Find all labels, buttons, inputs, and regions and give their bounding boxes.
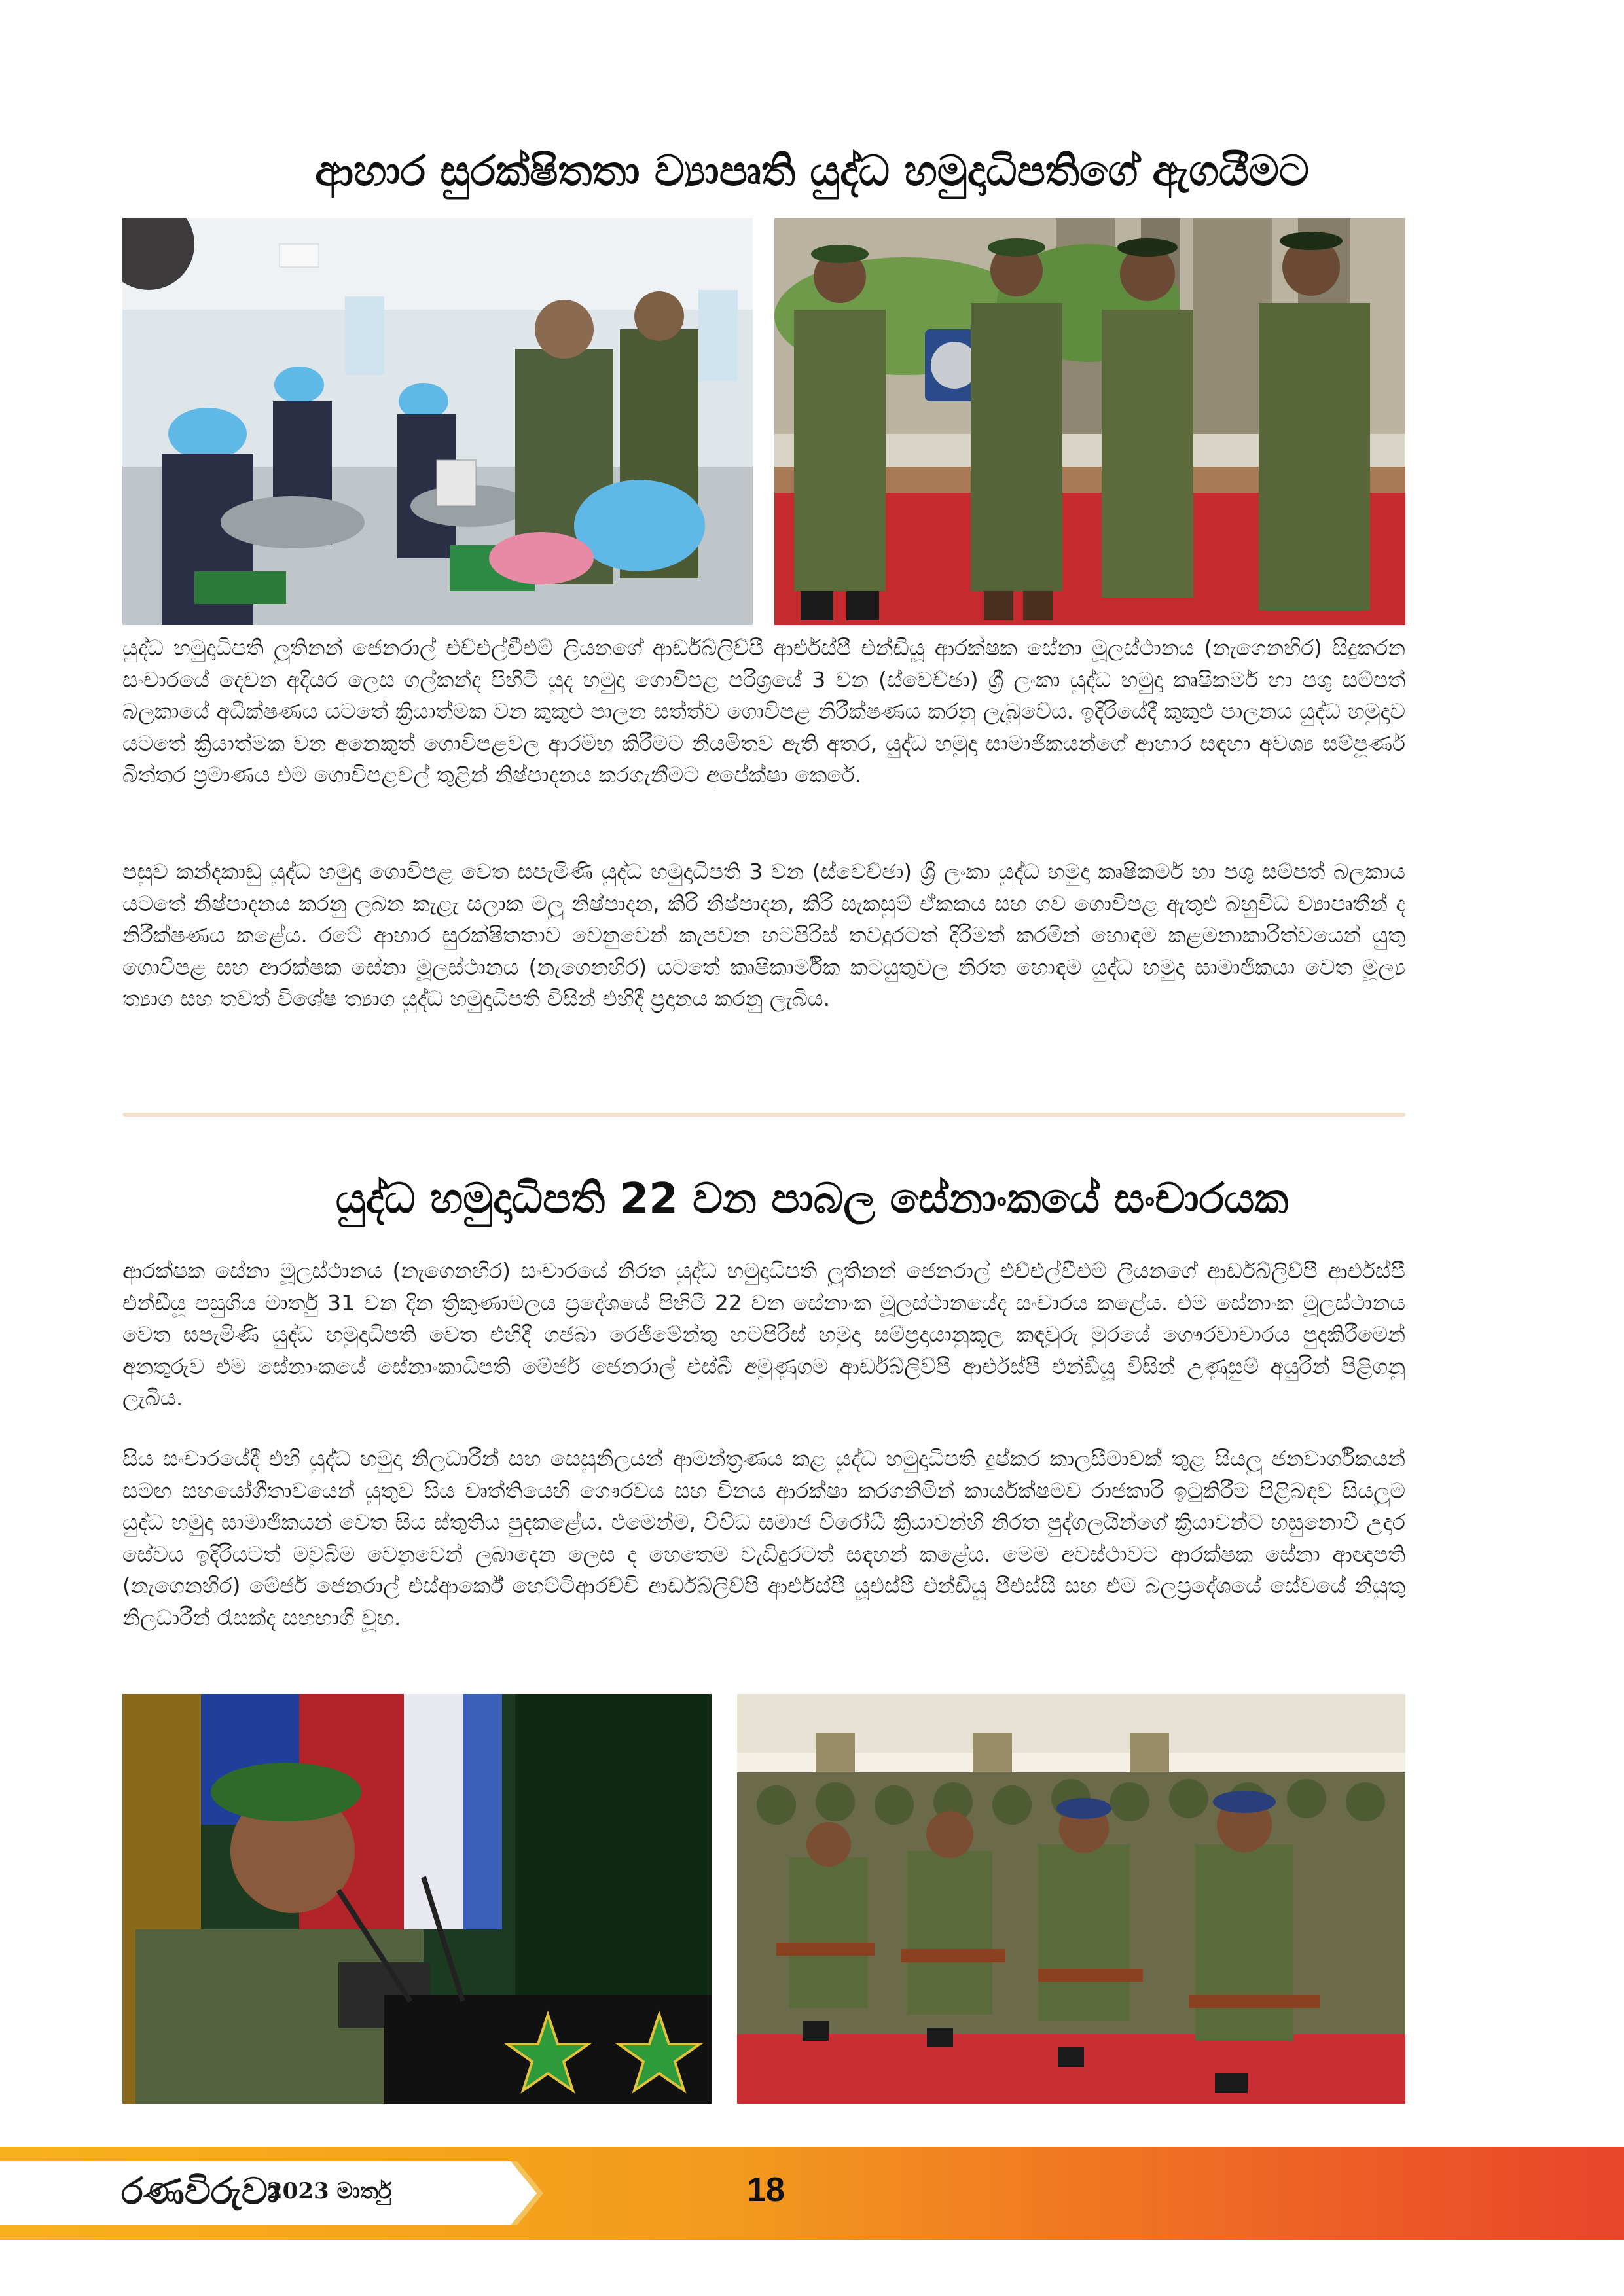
photo-plaque-presentation bbox=[774, 218, 1405, 625]
page-number: 18 bbox=[747, 2171, 785, 2209]
article1-paragraph-1: යුද්ධ හමුදාධිපති ලුතිනන් ජෙනරාල් එච්එල්වීඑම් ලියනගේ ආර්ඩබ්ලිව්පී ආර්එස්පී එන්ඩීයූ ආරක්ෂක සේනා මූලස්ථානය (නැගෙනහිර) සිදුකරන සංචාරයේ දෙවන අදියර ලෙස ගල්කන්ද පිහිටි යුද හමුදා ගොවිපළ පරිශ්‍රයේ 3 වන (ස්වෙච්ඡා) ශ්‍රී ලංකා යුද්ධ හමුදා කෘෂිකර්ම හා පශු සම්පත් බලකායේ අධීක්ෂණය යටතේ ක්‍රියාත්මක වන කුකුළු පාලන සත්ත්ව ගොවිපළ නිරීක්ෂණය කරනු ලැබුවේය. ඉදිරියේදී කුකුළු පාලනය යුද්ධ හමුදාව යටතේ ක්‍රියාත්මක වන අනෙකුත් ගොවිපළවල ආරම්භ කිරීමට නියමිතව ඇති අතර, යුද්ධ හමුදා සාමාජිකයන්ගේ ආහාර සඳහා අවශ්‍ය සම්පූර්ණ බිත්තර ප්‍රමාණය එම ගොවිපළවල් තුළින් නිෂ්පාදනය කරගැනීමට අපේක්ෂා කෙරේ. bbox=[122, 635, 1405, 787]
page-footer bbox=[0, 2147, 1624, 2240]
article1-title: ආහාර සුරක්ෂිතතා ව්‍යාපෘති යුද්ධ හමුදාධිපතිගේ ඇගයීමට bbox=[315, 147, 1309, 196]
section-divider bbox=[122, 1113, 1405, 1117]
photo-food-production bbox=[122, 218, 753, 625]
photo-seated-audience bbox=[737, 1694, 1405, 2104]
issue-date: 2023 මාර්තු bbox=[267, 2178, 392, 2204]
photo-commander-addressing bbox=[122, 1694, 712, 2104]
article2-paragraph-1: ආරක්ෂක සේනා මූලස්ථානය (නැගෙනහිර) සංචාරයේ නිරත යුද්ධ හමුදාධිපති ලුතිනන් ජෙනරාල් එච්එල්වීඑම් ලියනගේ ආර්ඩබ්ලිව්පී ආර්එස්පී එන්ඩීයූ පසුගිය මාර්තු 31 වන දින ත්‍රිකුණාමලය ප්‍රදේශයේ පිහිටි 22 වන සේනාංක මූලස්ථානයේද සංචාරය කළේය. එම සේනාංක මූලස්ථානය වෙත සපැමිණි යුද්ධ හමුදාධිපති වෙත එහිදී ගජබා රෙජිමේන්තු හටපිරිස් හමුදා සම්ප්‍රදායානුකූල කඳවුරු මුරයේ ගෞරවාචාරය පුදකිරීමෙන් අනතුරුව එම සේනාංකයේ සේනාංකාධිපති මේජර් ජෙනරාල් එස්බී අමුණුගම ආර්ඩබ්ලිව්පී ආර්එස්පී එන්ඩීයූ විසින් උණුසුම් අයුරින් පිළිගනු ලැබිය. bbox=[122, 1258, 1405, 1410]
article2-paragraph-2: සිය සංචාරයේදී එහි යුද්ධ හමුදා නිලධාරීන් සහ සෙසුනිලයන් ආමන්ත්‍රණය කළ යුද්ධ හමුදාධිපති දුෂ්කර කාලසීමාවක් තුළ සියලු ජනවාර්ගිකයන් සමඟ සහයෝගීතාවයෙන් යුතුව සිය වෘත්තියෙහි ගෞරවය සහ විනය ආරක්ෂා කරගනිමින් කාර්යක්ෂමව රාජකාරි ඉටුකිරීම පිළිබඳව සියලුම යුද්ධ හමුදා සාමාජිකයන් වෙත සිය ස්තුතිය පුදකළේය. එමෙන්ම, විවිධ සමාජ විරෝධී ක්‍රියාවන්හි නිරත පුද්ගලයින්ගේ ක්‍රියාවන්ට හසුනොවී උදාර සේවය ඉදිරියටත් මවුබිම වෙනුවෙන් ලබාදෙන ලෙස ද හෙතෙම වැඩිදුරටත් සඳහන් කළේය. මෙම අවස්ථාවට ආරක්ෂක සේනා ආඥාපති (නැගෙනහිර) මේජර් ජෙනරාල් එස්ආර්කේ හෙට්ටිආරච්චි ආර්ඩබ්ලිව්පී ආර්එස්පී යූඑස්පී එන්ඩීයූ පීඑස්සී සහ එම බලප්‍රදේශයේ සේවයේ නියුතු නිලධාරීන් රැසක්ද සහභාගී වූහ. bbox=[122, 1446, 1405, 1630]
article2-title: යුද්ධ හමුදාධිපති 22 වන පාබල සේනාංකයේ සංචාරයක bbox=[335, 1175, 1289, 1223]
article1-paragraph-2: පසුව කන්දකාඩු යුද්ධ හමුදා ගොවිපළ වෙත සපැමිණි යුද්ධ හමුදාධිපති 3 වන (ස්වෙච්ඡා) ශ්‍රී ලංකා යුද්ධ හමුදා කෘෂිකර්ම හා පශු සම්පත් බලකාය යටතේ නිෂ්පාදනය කරනු ලබන කැළැ සලාක මලු නිෂ්පාදන, කිරි නිෂ්පාදන, කිරි සැකසුම් ඒකකය සහ ගව ගොවිපළ ඇතුළු බහුවිධ ව්‍යාපෘතීන් ද නිරීක්ෂණය කළේය. රටේ ආහාර සුරක්ෂිතතාව වෙනුවෙන් කැපවන හටපිරිස් තවදුරටත් දිරිමත් කරමින් හොඳම කළමනාකාරිත්වයෙන් යුතු ගොවිපළ සහ ආරක්ෂක සේනා මූලස්ථානය (නැගෙනහිර) යටතේ කෘෂිකාර්මික කටයුතුවල නිරත හොඳම යුද්ධ හමුදා සාමාජිකයා වෙත මූල්‍ය ත්‍යාග සහ තවත් විශේෂ ත්‍යාග යුද්ධ හමුදාධිපති විසින් එහිදී ප්‍රදානය කරනු ලැබිය. bbox=[122, 859, 1405, 1011]
magazine-name: රණවිරුවා bbox=[121, 2170, 280, 2213]
